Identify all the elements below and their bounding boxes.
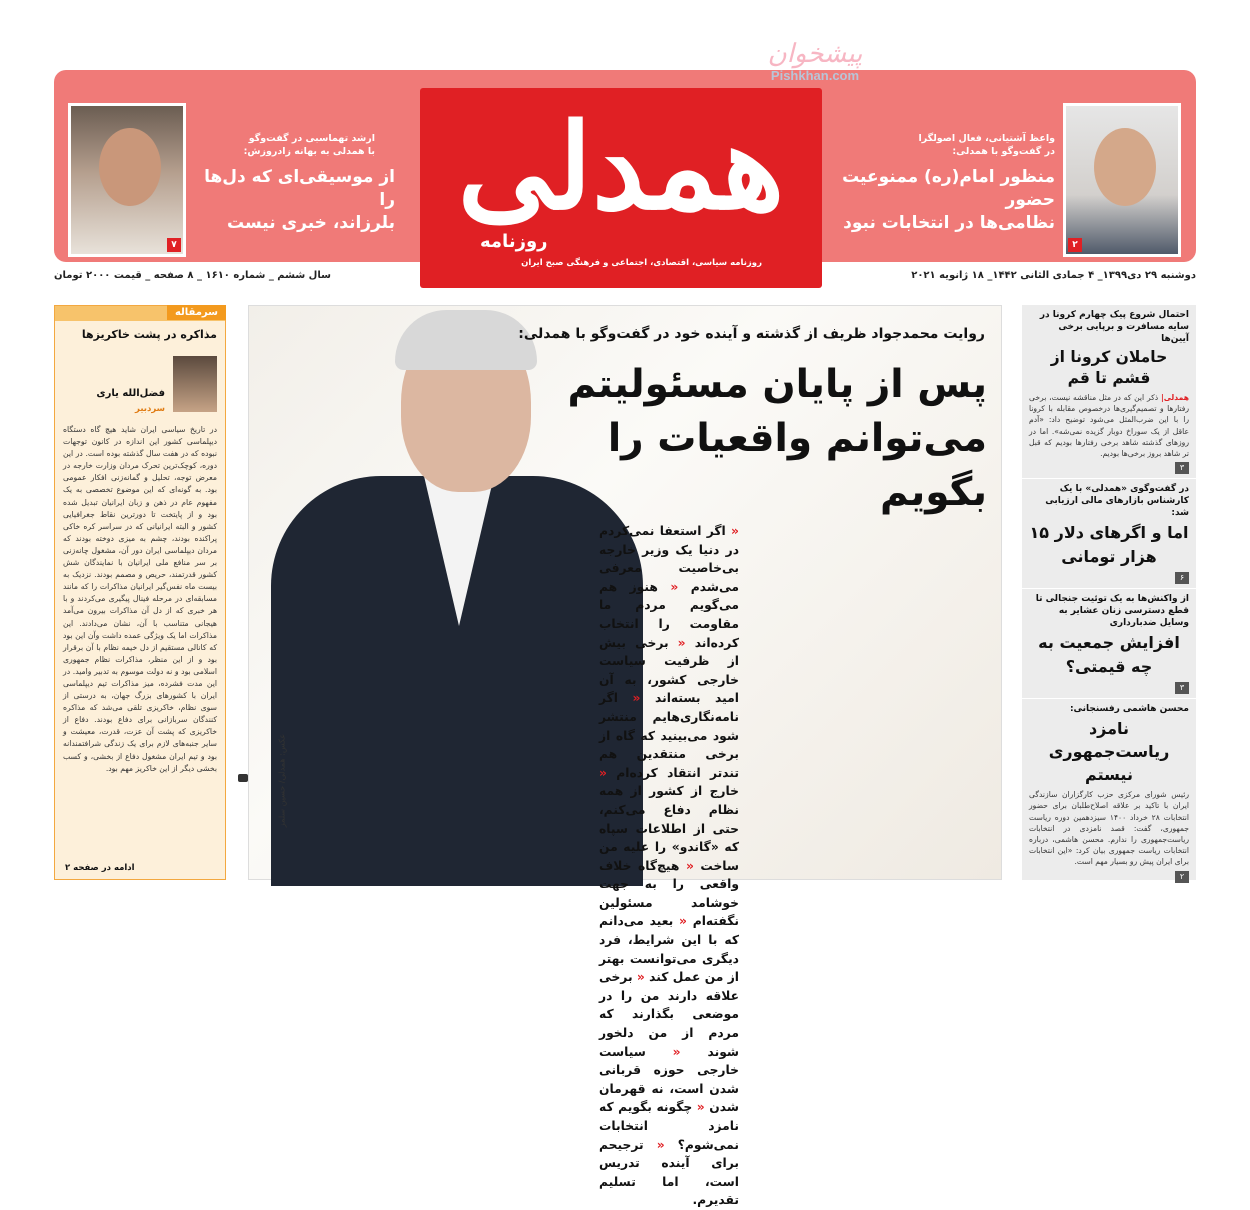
editorial-column <box>54 305 226 880</box>
portrait-hair <box>395 310 537 370</box>
story-headline: اما و اگرهای دلار ۱۵ هزار تومانی <box>1029 523 1189 567</box>
author-name: فضل‌الله یاری <box>96 388 165 399</box>
page-number: ۲ <box>1068 238 1082 252</box>
right-column <box>1022 305 1196 880</box>
quote-text: اگر استعفا نمی‌کردم در دنیا یک وزیر خارجه بی‌خاصیت معرفی می‌شدم <box>599 524 739 594</box>
dateline-date: دوشنبه ۲۹ دی۱۳۹۹_ ۴ جمادی الثانی ۱۴۴۲_ ۱۸ ژانویه ۲۰۲۱ <box>911 270 1196 281</box>
quote-marker: « <box>692 1100 705 1115</box>
quote-marker: « <box>643 1137 665 1152</box>
camera-icon <box>238 774 248 782</box>
editorial-body: در تاریخ سیاسی ایران شاید هیچ گاه دستگاه دیپلماسی کشور این اندازه در کانون توجهات نبوده که در هفت سال گذشته بوده است. در این دوره، کوچک‌ترین تحرک مردان وزارت خارجه در معرض توجه، تحلیل و گمانه‌زنی افکار عمومی بود. به گونه‌ای که این موضوع تخصصی به یک مفهوم عام در ذهن و زبان ایرانیان تبدیل شده بود و از پایتخت تا دورترین نقاط جغرافیایی کشور و البته ایرانیانی که در سراسر کره خاکی پراکنده بودند، چشم به میزی دوخته بودند که مردان دیپلماسی ایران دور آن، مشغول چانه‌زنی بر سر منافع ملی ایرانیان با نمایندگان شش کشور قدرتمند، حریص و مصمم بودند. نزدیک به بیست ماه نفس‌گیر ایرانیان مذاکرات را که مانند مسابقه‌ای در مرحله فینال پیگیری می‌کردند و با هر خبری که از دل آن مذاکرات بیرون می‌آمد هیجانی متناسب با آن، نشان می‌دادند. این مذاکرات اما یک ویژگی عمده داشت وآن این بود که کانالی مستقیم از دل خیمه نظام با آن برقرار بود و از این منظر، مذاکرات نظام جمهوری اسلامی بود و نه دولت موسوم به تدبیر وامید. در این مدت فشرده، میز مذاکرات تیم دیپلماسی ایران با کشورهای بزرگ جهان، به درستی از سوی نظام، خاکریزی تلقی می‌شد که مذاکره کنندگان سربازانی برای دفاع بودند. دفاع از خاکریزی که پشت آن عزت، قدرت، معیشت و سایر جنبه‌های لازم برای یک زندگی شرافتمندانه بود و تیم ایران مشغول دفاع از بخشی، و کسب بخشی دیگر از این خاکریز مهم بود. <box>63 425 217 773</box>
header-left-photo[interactable] <box>68 103 186 257</box>
quote-marker: « <box>599 765 607 780</box>
source-tag: همدلی| <box>1160 393 1189 402</box>
story-body <box>1029 392 1189 459</box>
story-headline: حاملان کرونا از قشم تا قم <box>1050 348 1168 387</box>
quote-text: ترجیحم برای آینده تدریس است، اما تسلیم تقدیرم. <box>599 1137 739 1208</box>
quote-marker: « <box>679 858 694 873</box>
title-line: نظامی‌ها در انتخابات نبود <box>843 213 1055 233</box>
kicker-line: واعظ آشتیانی، فعال اصولگرا <box>918 133 1055 144</box>
headline-line: پس از پایان مسئولیتم <box>567 362 987 407</box>
quote-text: هیچ‌گاه خلاف واقعی را به جهت خوشامد مسئولین نگفته‌ام <box>599 858 740 929</box>
right-story-4[interactable] <box>1022 699 1196 882</box>
watermark-en: Pishkhan.com <box>770 68 860 83</box>
kicker-line: ارشد تهماسبی در گفت‌وگو <box>248 133 375 144</box>
kicker-line: در گفت‌وگو با همدلی: <box>952 146 1055 157</box>
header-right-kicker <box>875 132 1055 158</box>
masthead-logo[interactable] <box>420 88 822 288</box>
story-kicker: احتمال شروع پیک چهارم کرونا در سایه مسافرت و برپایی برخی آیین‌ها <box>1039 310 1189 344</box>
author-role: سردبیر <box>135 404 165 414</box>
kicker-line: با همدلی به بهانه زادروزش: <box>243 146 375 157</box>
story-kicker: در گفت‌وگوی «همدلی» با یک کارشناس بازارهای مالی ارزیابی شد: <box>1045 484 1189 519</box>
watermark-fa: پیشخوان <box>767 39 863 69</box>
body-text: ذکر این که در مثل مناقشه نیست، برخی رفتارها و تصمیم‌گیری‌ها درخصوص مقابله با کرونا را با این ضرب‌المثل می‌شود توضیح داد: «آدم عاقل از یک سوراخ دوبار گزیده نمی‌شه». اما در روزهای گذشته شاهد برخی رفتارها بودیم که قبل تر شاهد بروز برخی‌ها بودیم. <box>1029 393 1189 459</box>
quote-text: چگونه بگویم که نامزد انتخابات نمی‌شوم؟ <box>599 1100 739 1152</box>
quote-text: اگر نامه‌نگاری‌هایم منتشر شود می‌بینید که گاه از برخی منتقدین هم تندتر انتقاد کرده‌ام <box>599 691 739 780</box>
header-left-title[interactable] <box>195 166 395 235</box>
lead-kicker: روایت محمدجواد ظریف از گذشته و آینده خود در گفت‌وگو با همدلی: <box>518 326 985 342</box>
lead-headline <box>547 358 987 520</box>
quote-marker: « <box>632 970 645 985</box>
header-left-kicker <box>195 132 375 158</box>
page-number: ۳ <box>1175 462 1189 474</box>
right-story-1[interactable] <box>1022 305 1196 474</box>
story-body: رئیس شورای مرکزی حزب کارگزاران سازندگی ایران با تاکید بر علاقه اصلاح‌طلبان برای حضور انتخابات ۲۸ خرداد ۱۴۰۰ سیزدهمین دوره ریاست جمهوری، گفت: قصد نامزدی در انتخابات ریاست‌جمهوری را ندارم. محسن هاشمی، درباره انتخابات ریاست جمهوری بیان کرد: «این انتخابات برای ایران پیش رو بسیار مهم است. <box>1029 790 1189 867</box>
headline-line: می‌توانم واقعیات را بگویم <box>607 416 987 515</box>
title-line: بلرزاند، خبری نیست <box>227 213 395 233</box>
watermark <box>760 40 870 83</box>
logo-prefix: روزنامه <box>480 231 548 252</box>
logo-subtitle: روزنامه سیاسی، اقتصادی، اجتماعی و فرهنگی صبح ایران <box>521 258 762 268</box>
story-headline: نامزد ریاست‌جمهوری نیستم <box>1048 719 1170 785</box>
story-kicker: محسن هاشمی رفسنجانی: <box>1069 704 1189 715</box>
quote-marker: « <box>618 691 641 706</box>
title-line: منظور امام(ره) ممنوعیت حضور <box>842 167 1055 210</box>
header-right-title[interactable] <box>815 166 1055 235</box>
logo-text: همدلی <box>457 97 785 236</box>
portrait-face <box>99 128 161 206</box>
quote-marker: « <box>645 1044 681 1059</box>
author-photo <box>173 356 217 412</box>
editorial-tag: سرمقاله <box>167 305 226 320</box>
editorial-title[interactable]: مذاکره در پشت خاکریزها <box>81 328 217 341</box>
continue-link[interactable]: ادامه در صفحه ۲ <box>65 863 135 873</box>
portrait-face <box>1094 128 1156 206</box>
dateline-issue: سال ششم _ شماره ۱۶۱۰ _ ۸ صفحه _ قیمت ۲۰۰۰ تومان <box>54 270 331 281</box>
page-number: ۲ <box>1175 871 1189 883</box>
story-headline: افزایش جمعیت به چه قیمتی؟ <box>1038 633 1180 677</box>
quote-text: برخی بیش از ظرفیت سیاست خارجی کشور، به آن امید بسته‌اند <box>599 635 739 706</box>
photo-credit: عکس: همدلی/ حسین سلمز <box>277 733 287 828</box>
right-story-2[interactable] <box>1022 479 1196 584</box>
right-story-3[interactable] <box>1022 589 1196 694</box>
quote-text: سیاست خارجی حوزه قربانی شدن است، نه قهرمان شدن <box>599 1044 739 1115</box>
quote-text: هنوز هم می‌گویم مردم ما مقاومت را انتخاب کرده‌اند <box>599 579 739 650</box>
page-number: ۳ <box>1175 682 1189 694</box>
title-line: از موسیقی‌ای که دل‌ها را <box>204 167 395 210</box>
quote-marker: « <box>657 579 679 594</box>
quote-marker: « <box>725 524 739 538</box>
header-right-photo[interactable] <box>1063 103 1181 257</box>
story-kicker: از واکنش‌ها به یک توئیت جنجالی تا قطع دسترسی زنان عشایر به وسایل ضدبارداری <box>1035 594 1189 629</box>
quote-text: خارج از کشور از همه نظام دفاع می‌کنم، حتی از اطلاعات سپاه که «گاندو» را علیه من ساخت <box>599 784 740 873</box>
page-number: ۶ <box>1175 572 1189 584</box>
lead-story[interactable] <box>248 305 1002 1208</box>
lead-quotes <box>599 522 739 1210</box>
quote-marker: « <box>673 914 687 929</box>
page-number: ۷ <box>167 238 181 252</box>
quote-text: بعید می‌دانم که با این شرایط، فرد دیگری می‌توانست بهتر از من عمل کند <box>599 914 739 985</box>
quote-text: برخی علاقه دارند من را در موضعی بگذارند که مردم از من دلخور شوند <box>599 970 739 1059</box>
quote-marker: « <box>668 635 686 650</box>
